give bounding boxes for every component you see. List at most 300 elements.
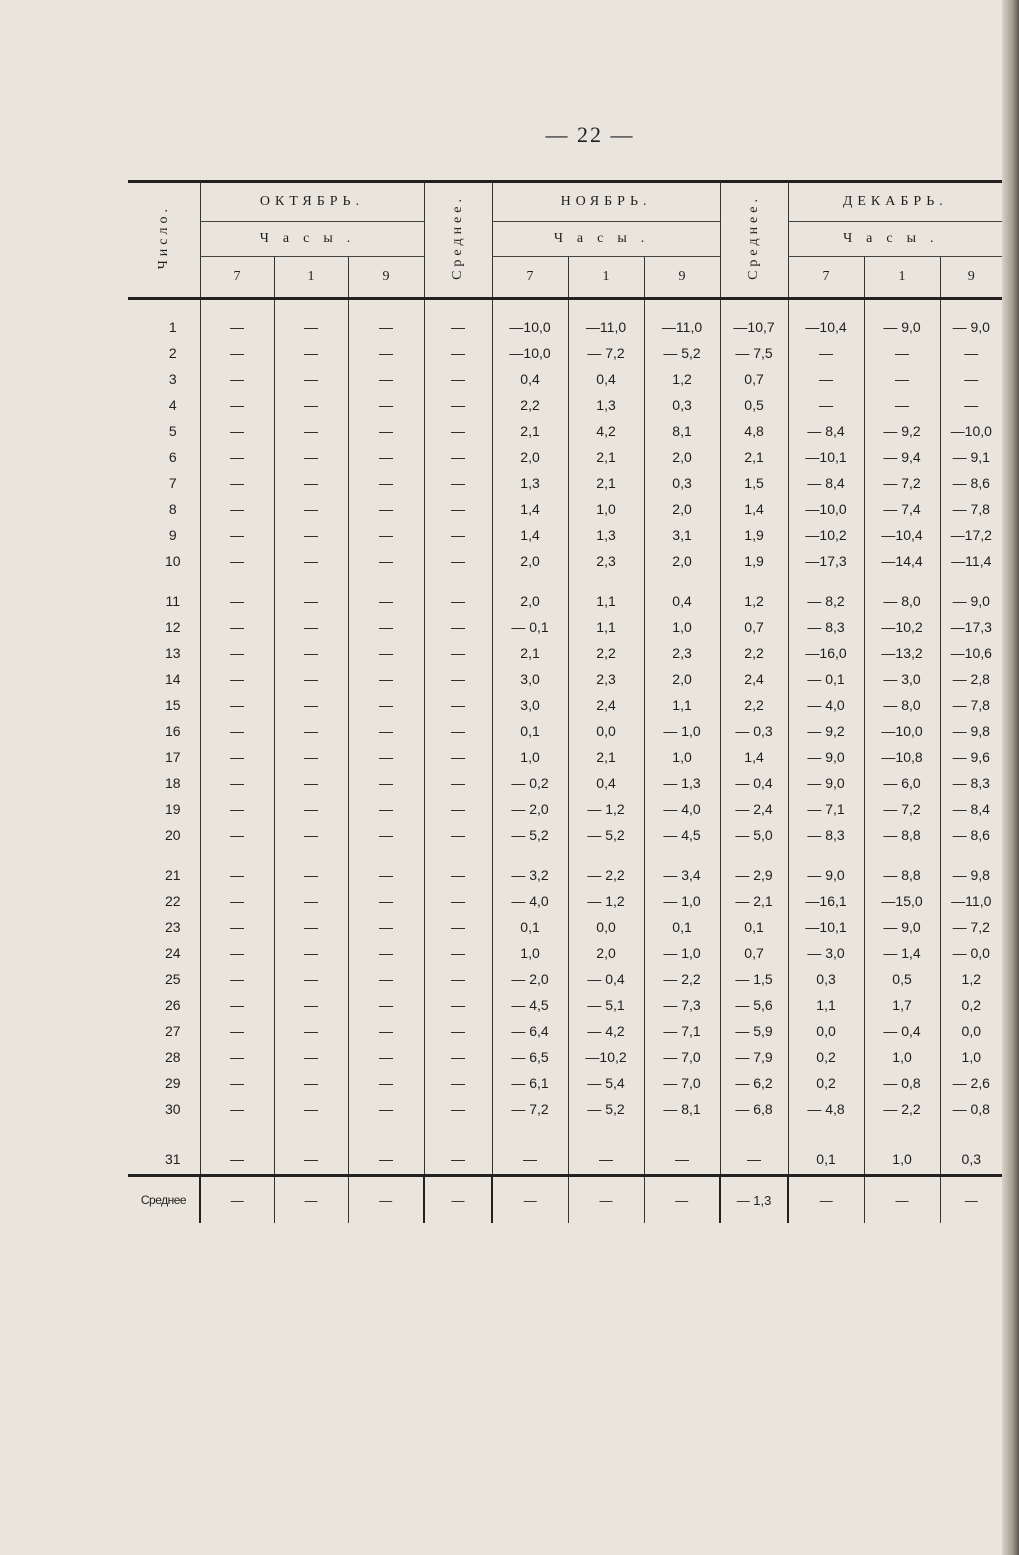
value-cell: 8,1 [644, 418, 720, 444]
value-cell: — [864, 366, 940, 392]
footer-cell: — [864, 1176, 940, 1224]
value-cell: 3,0 [492, 692, 568, 718]
value-cell: — [348, 888, 424, 914]
value-cell: — 9,0 [788, 848, 864, 888]
value-cell: — [200, 392, 274, 418]
value-cell: — [424, 392, 492, 418]
day-cell: 19 [164, 801, 181, 817]
footer-cell: — [492, 1176, 568, 1224]
footer-cell: — [788, 1176, 864, 1224]
value-cell: 0,1 [644, 914, 720, 940]
value-cell: — [200, 1096, 274, 1122]
value-cell: — [720, 1122, 788, 1176]
value-cell: 1,0 [492, 940, 568, 966]
value-cell: —11,0 [644, 299, 720, 341]
value-cell: — 8,3 [940, 770, 1002, 796]
value-cell: — 9,0 [864, 299, 940, 341]
value-cell: 2,0 [568, 940, 644, 966]
value-cell: — [200, 848, 274, 888]
value-cell: — [274, 392, 348, 418]
table-row [128, 366, 1002, 392]
value-cell: — 7,1 [644, 1018, 720, 1044]
value-cell: —17,2 [940, 522, 1002, 548]
value-cell: — [274, 992, 348, 1018]
value-cell: — [274, 1044, 348, 1070]
value-cell: — [200, 444, 274, 470]
value-cell: — [348, 744, 424, 770]
day-cell: 3 [168, 371, 177, 387]
value-cell: —11,0 [568, 299, 644, 341]
day-cell: 18 [164, 775, 181, 791]
value-cell: 0,3 [788, 966, 864, 992]
value-cell: 0,0 [940, 1018, 1002, 1044]
value-cell: 2,4 [720, 666, 788, 692]
value-cell: 1,1 [568, 614, 644, 640]
value-cell: 2,1 [568, 470, 644, 496]
value-cell: 1,4 [720, 496, 788, 522]
table-row [128, 692, 1002, 718]
value-cell: — [940, 392, 1002, 418]
value-cell: — 9,8 [940, 718, 1002, 744]
table-row [128, 444, 1002, 470]
value-cell: — [200, 822, 274, 848]
value-cell: —10,0 [788, 496, 864, 522]
value-cell: 1,0 [492, 744, 568, 770]
value-cell: — [348, 796, 424, 822]
hour-header: 1 [864, 257, 940, 299]
hour-header: 7 [788, 257, 864, 299]
value-cell: — 0,4 [568, 966, 644, 992]
value-cell: — 7,0 [644, 1070, 720, 1096]
value-cell: — [200, 614, 274, 640]
value-cell: — 5,2 [568, 1096, 644, 1122]
value-cell: — [864, 392, 940, 418]
value-cell: — [424, 299, 492, 341]
value-cell: — [274, 340, 348, 366]
value-cell: — 7,2 [864, 796, 940, 822]
value-cell: 2,0 [492, 574, 568, 614]
value-cell: — 5,1 [568, 992, 644, 1018]
value-cell: — [348, 770, 424, 796]
table-row [128, 614, 1002, 640]
value-cell: —15,0 [864, 888, 940, 914]
value-cell: — [348, 299, 424, 341]
value-cell: — [274, 666, 348, 692]
footer-cell: — [274, 1176, 348, 1224]
value-cell: — [424, 574, 492, 614]
value-cell: — 9,0 [788, 744, 864, 770]
value-cell: 1,2 [720, 574, 788, 614]
day-cell: 22 [164, 893, 181, 909]
value-cell: — 9,0 [940, 299, 1002, 341]
value-cell: 1,9 [720, 522, 788, 548]
value-cell: — [274, 744, 348, 770]
hours-header-october: Часы. [200, 222, 424, 257]
table-row [128, 718, 1002, 744]
value-cell: — 2,2 [644, 966, 720, 992]
value-cell: — 3,0 [864, 666, 940, 692]
value-cell: — [200, 940, 274, 966]
value-cell: 2,3 [568, 548, 644, 574]
day-cell: 13 [164, 645, 181, 661]
value-cell: 0,7 [720, 940, 788, 966]
value-cell: — 5,4 [568, 1070, 644, 1096]
value-cell: —10,2 [568, 1044, 644, 1070]
hour-header: 1 [274, 257, 348, 299]
weather-table-sheet [128, 180, 1002, 1223]
value-cell: 1,3 [568, 392, 644, 418]
hour-header: 9 [940, 257, 1002, 299]
value-cell: — 0,1 [492, 614, 568, 640]
value-cell: — [424, 340, 492, 366]
day-cell: 27 [164, 1023, 181, 1039]
value-cell: — 9,0 [788, 770, 864, 796]
day-cell: 28 [164, 1049, 181, 1065]
value-cell: — [274, 940, 348, 966]
value-cell: —10,8 [864, 744, 940, 770]
value-cell: — 7,5 [720, 340, 788, 366]
value-cell: — 8,3 [788, 822, 864, 848]
value-cell: — [348, 666, 424, 692]
value-cell: 0,3 [644, 392, 720, 418]
value-cell: — [424, 770, 492, 796]
hour-header: 1 [568, 257, 644, 299]
value-cell: 1,4 [492, 522, 568, 548]
value-cell: —10,0 [492, 299, 568, 341]
value-cell: — 0,1 [788, 666, 864, 692]
value-cell: — 3,2 [492, 848, 568, 888]
value-cell: — 7,2 [492, 1096, 568, 1122]
value-cell: — 8,2 [788, 574, 864, 614]
value-cell: 2,1 [492, 418, 568, 444]
value-cell: — 8,4 [788, 418, 864, 444]
value-cell: —10,0 [492, 340, 568, 366]
value-cell: — 8,6 [940, 822, 1002, 848]
value-cell: — [424, 718, 492, 744]
value-cell: — [348, 848, 424, 888]
value-cell: — [940, 366, 1002, 392]
value-cell: — [348, 340, 424, 366]
value-cell: — [274, 1018, 348, 1044]
value-cell: — 4,5 [492, 992, 568, 1018]
value-cell: 0,4 [644, 574, 720, 614]
value-cell: — [348, 1096, 424, 1122]
footer-row-mean [128, 1176, 1002, 1224]
value-cell: 2,0 [492, 444, 568, 470]
value-cell: — 9,2 [788, 718, 864, 744]
day-cell: 16 [164, 723, 181, 739]
value-cell: — 7,8 [940, 496, 1002, 522]
day-cell: 7 [168, 475, 177, 491]
mean-header-november: Среднее. [720, 182, 788, 299]
value-cell: — 5,2 [644, 340, 720, 366]
day-cell: 2 [168, 345, 177, 361]
value-cell: — [200, 522, 274, 548]
value-cell: — 8,8 [864, 822, 940, 848]
value-cell: — [348, 692, 424, 718]
value-cell: — [424, 1018, 492, 1044]
table-row [128, 548, 1002, 574]
table-row [128, 470, 1002, 496]
value-cell: — [274, 770, 348, 796]
value-cell: — [274, 1096, 348, 1122]
value-cell: 1,5 [720, 470, 788, 496]
value-cell: — 4,2 [568, 1018, 644, 1044]
value-cell: —10,2 [864, 614, 940, 640]
value-cell: — 7,2 [940, 914, 1002, 940]
value-cell: — [200, 470, 274, 496]
value-cell: 1,2 [940, 966, 1002, 992]
value-cell: 2,0 [644, 548, 720, 574]
table-row [128, 888, 1002, 914]
value-cell: — [348, 548, 424, 574]
value-cell: —10,2 [788, 522, 864, 548]
value-cell: — 8,3 [788, 614, 864, 640]
value-cell: — 4,0 [644, 796, 720, 822]
value-cell: — [424, 522, 492, 548]
table-row [128, 1070, 1002, 1096]
table-row [128, 848, 1002, 888]
footer-cell: — [424, 1176, 492, 1224]
value-cell: — 6,2 [720, 1070, 788, 1096]
hour-header: 9 [644, 257, 720, 299]
value-cell: — 8,0 [864, 574, 940, 614]
temperature-table [128, 180, 1002, 1223]
value-cell: — 9,2 [864, 418, 940, 444]
day-cell: 11 [165, 593, 181, 609]
table-row [128, 522, 1002, 548]
value-cell: — 7,1 [788, 796, 864, 822]
value-cell: — [424, 796, 492, 822]
table-row [128, 418, 1002, 444]
value-cell: — 1,0 [644, 888, 720, 914]
value-cell: —10,0 [940, 418, 1002, 444]
value-cell: — 2,8 [940, 666, 1002, 692]
day-cell: 12 [164, 619, 181, 635]
value-cell: — [424, 848, 492, 888]
value-cell: —10,0 [864, 718, 940, 744]
day-cell: 8 [168, 501, 177, 517]
value-cell: — [200, 888, 274, 914]
footer-cell: — [200, 1176, 274, 1224]
value-cell: — 5,9 [720, 1018, 788, 1044]
value-cell: 2,0 [492, 548, 568, 574]
day-cell: 20 [164, 827, 181, 843]
table-row [128, 1122, 1002, 1176]
value-cell: — 6,8 [720, 1096, 788, 1122]
value-cell: — 9,8 [940, 848, 1002, 888]
value-cell: 1,4 [492, 496, 568, 522]
table-row [128, 340, 1002, 366]
value-cell: 1,0 [864, 1122, 940, 1176]
value-cell: — [200, 418, 274, 444]
value-cell: — [424, 888, 492, 914]
value-cell: — [274, 1070, 348, 1096]
hours-header-december: Часы. [788, 222, 1002, 257]
value-cell: — [348, 1070, 424, 1096]
value-cell: — [200, 574, 274, 614]
value-cell: — [200, 1122, 274, 1176]
value-cell: — [274, 418, 348, 444]
hour-header: 7 [492, 257, 568, 299]
value-cell: — [200, 718, 274, 744]
value-cell: —11,0 [940, 888, 1002, 914]
value-cell: — [424, 692, 492, 718]
value-cell: — [348, 822, 424, 848]
value-cell: 2,3 [644, 640, 720, 666]
value-cell: — [424, 548, 492, 574]
value-cell: — [200, 692, 274, 718]
table-row [128, 496, 1002, 522]
hours-header-november: Часы. [492, 222, 720, 257]
value-cell: — 8,4 [788, 470, 864, 496]
value-cell: — 9,0 [940, 574, 1002, 614]
value-cell: —16,1 [788, 888, 864, 914]
value-cell: 0,3 [940, 1122, 1002, 1176]
value-cell: — [200, 666, 274, 692]
value-cell: — [274, 299, 348, 341]
table-row [128, 770, 1002, 796]
table-row [128, 992, 1002, 1018]
day-cell: 24 [164, 945, 181, 961]
value-cell: 0,7 [720, 366, 788, 392]
value-cell: 0,1 [492, 914, 568, 940]
month-header-november: НОЯБРЬ. [492, 182, 720, 222]
value-cell: — [274, 444, 348, 470]
day-cell: 30 [164, 1101, 181, 1117]
value-cell: —11,4 [940, 548, 1002, 574]
table-header [128, 182, 1002, 299]
value-cell: — 1,3 [644, 770, 720, 796]
value-cell: 0,1 [492, 718, 568, 744]
value-cell: — 1,0 [644, 940, 720, 966]
value-cell: — 9,1 [940, 444, 1002, 470]
table-row [128, 574, 1002, 614]
value-cell: 1,2 [644, 366, 720, 392]
value-cell: — [274, 548, 348, 574]
value-cell: — [348, 496, 424, 522]
day-column-header: Число. [155, 205, 171, 270]
day-cell: 23 [164, 919, 181, 935]
value-cell: — 0,8 [940, 1096, 1002, 1122]
value-cell: — [424, 640, 492, 666]
value-cell: — [348, 966, 424, 992]
value-cell: — [424, 914, 492, 940]
value-cell: — [940, 340, 1002, 366]
value-cell: — 3,0 [788, 940, 864, 966]
value-cell: 2,1 [492, 640, 568, 666]
value-cell: — [424, 666, 492, 692]
value-cell: — 0,4 [720, 770, 788, 796]
value-cell: — 6,0 [864, 770, 940, 796]
value-cell: — [348, 718, 424, 744]
value-cell: — 8,1 [644, 1096, 720, 1122]
value-cell: — [348, 470, 424, 496]
value-cell: — 7,2 [568, 340, 644, 366]
value-cell: — [200, 366, 274, 392]
value-cell: 3,0 [492, 666, 568, 692]
value-cell: — 1,5 [720, 966, 788, 992]
value-cell: — 1,0 [644, 718, 720, 744]
day-cell: 10 [164, 553, 181, 569]
value-cell: 2,2 [720, 692, 788, 718]
value-cell: — [424, 614, 492, 640]
value-cell: 2,2 [568, 640, 644, 666]
value-cell: 1,0 [644, 614, 720, 640]
value-cell: 1,0 [568, 496, 644, 522]
value-cell: — 3,4 [644, 848, 720, 888]
table-row [128, 796, 1002, 822]
value-cell: — [788, 366, 864, 392]
page-number: — 22 — [545, 122, 635, 147]
value-cell: — 5,2 [492, 822, 568, 848]
value-cell: — [348, 914, 424, 940]
table-row [128, 822, 1002, 848]
month-header-october: ОКТЯБРЬ. [200, 182, 424, 222]
value-cell: — 6,4 [492, 1018, 568, 1044]
table-row [128, 1018, 1002, 1044]
value-cell: — [274, 522, 348, 548]
value-cell: — 1,4 [864, 940, 940, 966]
value-cell: — [200, 299, 274, 341]
table-row [128, 940, 1002, 966]
value-cell: — 2,1 [720, 888, 788, 914]
value-cell: — 0,2 [492, 770, 568, 796]
value-cell: — [424, 966, 492, 992]
value-cell: 0,4 [492, 366, 568, 392]
value-cell: 2,0 [644, 666, 720, 692]
day-cell: 25 [164, 971, 181, 987]
value-cell: 0,4 [568, 366, 644, 392]
value-cell: — [274, 366, 348, 392]
hour-header: 7 [200, 257, 274, 299]
table-body [128, 299, 1002, 1176]
value-cell: 2,1 [568, 444, 644, 470]
value-cell: —17,3 [788, 548, 864, 574]
value-cell: — [348, 444, 424, 470]
value-cell: —10,1 [788, 444, 864, 470]
value-cell: — 2,2 [864, 1096, 940, 1122]
value-cell: — [274, 888, 348, 914]
value-cell: — [348, 366, 424, 392]
value-cell: — [424, 1070, 492, 1096]
value-cell: — [274, 640, 348, 666]
value-cell: 1,0 [644, 744, 720, 770]
day-cell: 1 [168, 319, 177, 335]
value-cell: 2,2 [720, 640, 788, 666]
footer-label: Среднее [128, 1176, 200, 1224]
page-edge-shadow [1002, 0, 1019, 1555]
value-cell: — [348, 1044, 424, 1070]
value-cell: — [274, 848, 348, 888]
value-cell: — [424, 822, 492, 848]
value-cell: — 7,0 [644, 1044, 720, 1070]
value-cell: — 1,2 [568, 796, 644, 822]
value-cell: — 7,8 [940, 692, 1002, 718]
value-cell: — [424, 940, 492, 966]
value-cell: 1,3 [568, 522, 644, 548]
day-cell: 4 [168, 397, 177, 413]
value-cell: —13,2 [864, 640, 940, 666]
day-cell: 14 [164, 671, 181, 687]
value-cell: — 1,2 [568, 888, 644, 914]
value-cell: 0,1 [788, 1122, 864, 1176]
value-cell: — [200, 548, 274, 574]
value-cell: — [200, 640, 274, 666]
value-cell: — 7,4 [864, 496, 940, 522]
value-cell: — 5,2 [568, 822, 644, 848]
value-cell: — [274, 614, 348, 640]
